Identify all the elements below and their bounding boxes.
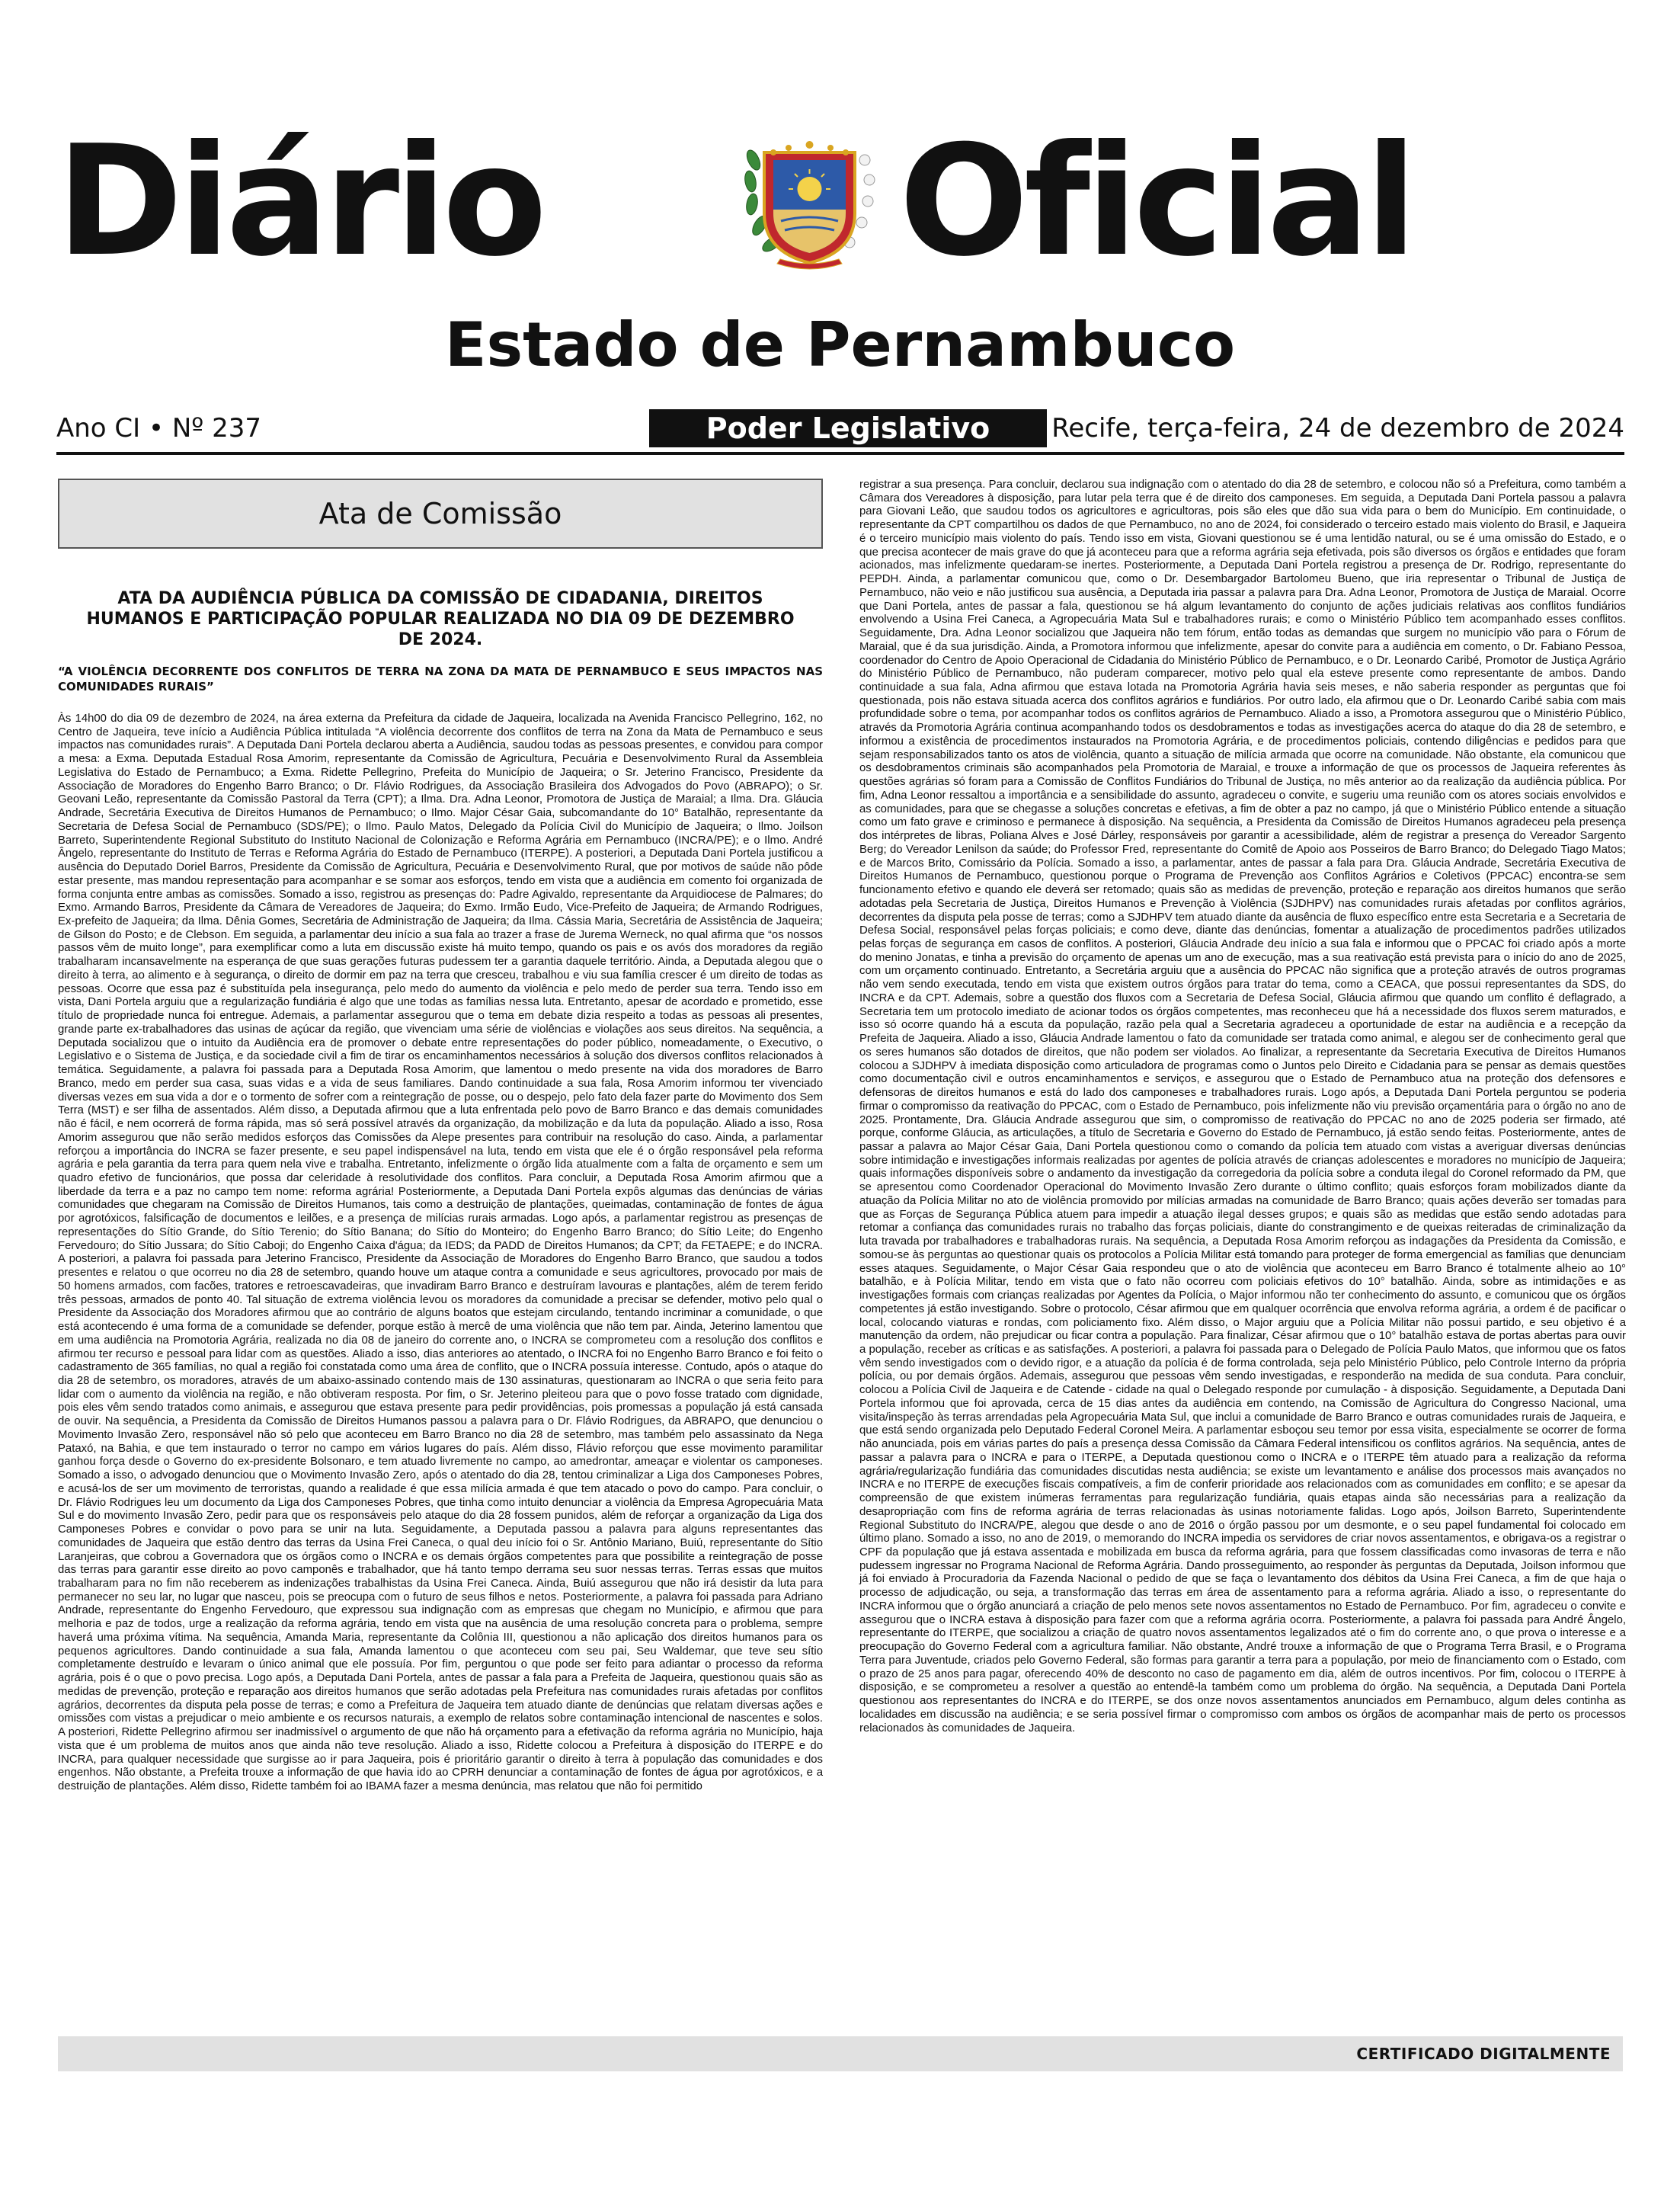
column-left (58, 479, 823, 2003)
document-title: ATA DA AUDIÊNCIA PÚBLICA DA COMISSÃO DE CIDADANIA, DIREITOS HUMANOS E PARTICIPAÇÃO POPULAR REALIZADA NO DIA 09 DE DEZEMBRO DE 2024. (86, 589, 795, 649)
pernambuco-coat-of-arms-icon (743, 130, 876, 274)
issue-number: Ano CI • Nº 237 (56, 413, 262, 444)
section-label: Poder Legislativo (649, 409, 1047, 447)
masthead-title-left: Diário (56, 113, 543, 290)
document-category-banner (58, 479, 823, 549)
document-body-right: registrar a sua presença. Para concluir, declarou sua indignação com o atentado do dia 28 de setembro, e colocou não só a Prefeitura, como também a Câmara dos Vereadores à disposição, para lutar pela terra que é de direito dos camponeses. Em seguida, a Deputada Dani Portela passou a palavra para Giovani Leão, que saudou todos os agricultores e agricultoras, pois são eles que dão sua vida para o bem do Município. Em continuidade, o representante da CPT compartilhou os dados de que Pernambuco, no ano de 2024, foi considerado o terceiro estado mais violento do Brasil, e Jaqueira é o terceiro município mais violento do país. Tendo isso em vista, Giovani questionou se é uma lentidão natural, ou se é uma omissão do Estado, e o que precisa acontecer de mais grave do que já aconteceu para que a reforma agrária seja efetivada, pois são diversos os órgãos e entidades que foram acionados, mas infelizmente quedaram-se inertes. Posteriormente, a Deputada Dani Portela registrou a presença de Dr. Rodrigo, representante do PEPDH. Ainda, a parlamentar comunicou que, como o Dr. Desembargador Bartolomeu Bueno, que iria representar o Tribunal de Justiça de Pernambuco, não veio e não justificou sua ausência, a Deputada iria passar a palavra para Dra. Adna Leonor, Promotora de Justiça de Maraial. Ocorre que Dani Portela, antes de passar a fala, questionou se há algum levantamento do conjunto de ações judiciais relativas aos conflitos fundiários envolvendo a Usina Frei Caneca, a Agropecuária Mata Sul e trabalhadores rurais; e como o Ministério Público tem acompanhado esses conflitos. Seguidamente, Dra. Adna Leonor socializou que Jaqueira não tem fórum, então todas as demandas que surgem no município vão para o Fórum de Maraial, que é da sua jurisdição. Ainda, a Promotora informou que infelizmente, apesar do convite para a audiência em comento, o Dr. Fabiano Pessoa, coordenador do Centro de Apoio Operacional de Cidadania do Ministério Público de Pernambuco, e o Dr. Leonardo Caribé, Promotor de Justiça Agrário do Ministério Público de Pernambuco, não puderam comparecer, motivo pelo qual ela esteve presente como representante de ambos. Dando continuidade a sua fala, Adna afirmou que estava lotada na Promotoria Agrária havia seis meses, e não saberia responder as perguntas que foi questionada, pois não estava situada acerca dos conflitos agrários e fundiários. Por outro lado, ela afirmou que o Dr. Leonardo Caribé sabia com mais profundidade sobre o tema, por acompanhar todos os conflitos agrários de Pernambuco. Aliado a isso, a Promotora assegurou que o Ministério Público, através da Promotoria Agrária continua acompanhando todos os desdobramentos e todas as investigações acerca do ataque do dia 28 de setembro, e informou a existência de procedimentos instaurados na Promotoria Agrária, e de procedimentos policiais, contendo diligências e pedidos para que sejam responsabilizados tanto os atos de violência, quanto a situação de milícia armada que ocorre na comunidade. Não obstante, ela comunicou que os desdobramentos criminais são acompanhados pela Promotoria de Maraial, e trouxe a informação de que os processos de Jaqueira referentes às questões agrárias só foram para a Comissão de Conflitos Fundiários do Tribunal de Justiça, no mês anterior ao da realização da audiência pública. Por fim, Adna Leonor ressaltou a importância e a sensibilidade do assunto, agradeceu o convite, e sugeriu uma reunião com os atores sociais envolvidos e as comunidades, para que se chegasse a soluções concretas e efetivas, a fim de obter a paz no campo, já que o Ministério Público entende a situação como um fato grave e criminoso e permanece à disposição. Na sequência, a Presidenta da Comissão de Direitos Humanos agradeceu pela presença dos intérpretes de libras, Poliana Alves e José Dárley, responsáveis por garantir a acessibilidade, além de registrar a presença do Vereador Sargento Berg; do Vereador Lenilson da saúde; do Professor Fred, representante do Comitê de Apoio aos Posseiros de Barro Branco; do Delegado Tiago Matos; e de Marcos Brito, Comissário da Polícia. Somado a isso, a parlamentar, antes de passar a fala para Dra. Gláucia Andrade, Secretária Executiva de Direitos Humanos de Pernambuco, questionou porque o Programa de Prevenção aos Conflitos Agrários e Coletivos (PPCAC) encontra-se sem funcionamento efetivo e quando ele deverá ser retomado; quais são as medidas de prevenção, proteção e reparação aos direitos humanos que serão adotadas pela Secretaria de Justiça, Direitos Humanos e Prevenção à Violência (SJDHPV) nas comunidades rurais afetadas por conflitos agrários, decorrentes da disputa pela posse de terras; como a SJDHPV tem atuado diante da ausência de fluxo específico entre esta Secretaria e a Secretaria de Defesa Social, responsável pelas forças policiais; e como deve, diante das denúncias, fomentar a atualização de procedimentos padrões utilizados pelas forças de segurança em casos de conflitos. A posteriori, Gláucia Andrade deu início a sua fala e informou que o PPCAC foi criado após a morte do menino Jonatas, e tinha a previsão do orçamento de apenas um ano de execução, mas a sua reativação está prevista para o início do ano de 2025, com um orçamento continuado. Entretanto, a Secretária arguiu que a ausência do PPCAC não significa que a proteção através de outros programas não vem sendo executada, tendo em vista que existem outros órgãos para tratar do tema, como a CEACA, que possui representantes da SDS, do INCRA e da CPT. Ademais, sobre a questão dos fluxos com a Secretaria de Defesa Social, Gláucia afirmou que quando um conflito é deflagrado, a Secretaria tem um protocolo imediato de acionar todos os órgãos competentes, mas reconheceu que há a necessidade dos fluxos serem maturados, e isso só ocorre quando há a escuta da população, razão pela qual a Secretaria agradeceu a oportunidade de estar na audiência e a recepção da Prefeita de Jaqueira. Aliado a isso, Gláucia Andrade lamentou o fato da comunidade ser tratada como animal, e alegou ser de conhecimento geral que os seres humanos são dotados de direitos, que não podem ser violados. Ao finalizar, a representante da Secretaria Executiva de Direitos Humanos colocou a SJDHPV à imediata disposição como articuladora de programas como o Juntos pelo Direito e Cidadania para se pensar as demais questões como documentação civil e outros encaminhamentos e serviços, e assegurou que o Estado de Pernambuco atua na proteção dos defensores e defensoras de direitos humanos e está do lado dos camponeses e trabalhadores rurais. Logo após, a Deputada Dani Portela perguntou se poderia firmar o compromisso da reativação do PPCAC, com o Estado de Pernambuco, pois infelizmente não viu previsão orçamentária para o órgão no ano de 2025. Prontamente, Dra. Gláucia Andrade assegurou que sim, o compromisso de reativação do PPCAC no ano de 2025 poderia ser firmado, até porque, conforme Gláucia, as articulações, a título de Secretaria e Governo do Estado de Pernambuco, já estão sendo feitas. Posteriormente, antes de passar a palavra ao Major César Gaia, Dani Portela questionou como o comando da polícia tem atuado com vistas a averiguar diversas denúncias sobre intimidação e investigações informais realizadas por agentes de polícia através de crianças adolescentes e moradores no município de Jaqueira; quais informações disponíveis sobre o andamento da investigação da corregedoria da polícia sobre a conduta ilegal do Coronel reformado da PM, que se apresentou como Coordenador Operacional do Movimento Invasão Zero durante o último conflito; quais esforços foram mobilizados diante da atuação da Polícia Militar no ato de violência promovido por milícias armadas na comunidade de Barro Branco; quais ações deverão ser tomadas para que as Forças de Segurança Pública atuem para impedir a atuação ilegal desses grupos; e quais são as medidas que estão sendo adotadas para retomar a confiança das comunidades rurais no trabalho das forças policiais, diante do constrangimento e de queixas reiteradas de criminalização da luta travada por trabalhadores e trabalhadoras rurais. Na sequência, a Deputada Rosa Amorim reforçou as indagações da Presidenta da Comissão, e somou-se às perguntas ao questionar quais os protocolos a Polícia Militar está tomando para proteger de forma emergencial as famílias que denunciam esses ataques. Seguidamente, o Major César Gaia respondeu que o ato de violência que aconteceu em Barro Branco é totalmente alheio ao 10° batalhão, e à Polícia Militar, tendo em vista que o fato não ocorreu com policiais efetivos do 10° batalhão. Ainda, sobre as intimidações e as investigações formais com crianças realizadas por Agentes da Polícia, o Major informou não ter conhecimento do assunto, e comunicou que os órgãos competentes já estão investigando. Sobre o protocolo, César afirmou que em qualquer ocorrência que envolva reforma agrária, a ordem é de pacificar o local, colocando viaturas e rondas, com policiamento fixo. Além disso, o Major arguiu que a Polícia Militar não possui partido, e seu objetivo é a manutenção da ordem, não prejudicar ou ficar contra a população. Para finalizar, César afirmou que o 10° batalhão estava de portas abertas para ouvir a população, receber as críticas e as satisfações. A posteriori, a palavra foi passada para o Delegado de Polícia Paulo Matos, que informou que os fatos vêm sendo investigados com o devido rigor, e a atuação da polícia é de forma controlada, seja pelo Ministério Público, pelo Controle Interno da própria polícia, ou por demais órgãos. Ademais, assegurou que pessoas vêm sendo investigadas, e responderão na medida de sua conduta. Para concluir, colocou a Polícia Civil de Jaqueira e de Catende - cidade na qual o Delegado responde por cumulação - à disposição. Seguidamente, a Deputada Dani Portela informou que foi aprovada, cerca de 15 dias antes da audiência em contendo, na Comissão de Agricultura do Congresso Nacional, uma visita/inspeção às terras arrendadas pela Agropecuária Mata Sul, que inclui a comunidade de Barro Branco e outras comunidades rurais de Jaqueira, e que está sendo organizada pelo Deputado Federal Coronel Meira. A parlamentar esboçou seu temor por essa visita, especialmente se ocorrer de forma não anunciada, pois em várias partes do país a presença dessa Comissão da Câmara Federal intensificou os conflitos agrários. Na sequência, antes de passar a palavra para o INCRA e para o ITERPE, a Deputada questionou como o INCRA e o ITERPE têm atuado para a realização da reforma agrária/regularização fundiária das comunidades discutidas nesta audiência; se existe um levantamento e análise dos processos mais avançados no INCRA e no ITERPE de execuções fiscais compatíveis, a fim de conferir prioridade aos relacionados com as comunidades em conflito; e se apesar da compreensão de que existem inúmeras ferramentas para regularização fundiária, quais etapas ainda são necessárias para a realização da desapropriação com fins de reforma agrária de terras relacionadas às usinas notoriamente falidas. Logo após, Joilson Barreto, Superintendente Regional Substituto do INCRA/PE, alegou que desde o ano de 2016 o órgão passou por um desmonte, e o seu papel fundamental foi colocado em último plano. Somado a isso, no ano de 2019, o memorando do INCRA impedia os servidores de criar novos assentamentos, e obrigava-os a registrar o CPF da população que já estava assentada e mobilizada em busca da reforma agrária, para que fossem classificadas como invasoras de terra e não pudessem ingressar no Programa Nacional de Reforma Agrária. Dando prosseguimento, ao responder às perguntas da Deputada, Joilson informou que já foi enviado à Procuradoria da Fazenda Nacional o pedido de que se faça o levantamento dos débitos da Usina Frei Caneca, a fim de que haja o processo de adjudicação, ou seja, a transformação das terras em área de assentamento para a reforma agrária. Aliado a isso, o representante do INCRA informou que o órgão anunciará a criação de pelo menos sete novos assentamentos no Estado de Pernambuco. Por fim, agradeceu o convite e assegurou que o INCRA estava à disposição para fazer com que a reforma agrária ocorra. Posteriormente, a palavra foi passada para André Ângelo, representante do ITERPE, que socializou a criação de quatro novos assentamentos legalizados até o fim do corrente ano, o que prova o interesse e a preocupação do Governo Federal com a agricultura familiar. Não obstante, André trouxe a informação de que o Programa Terra Brasil, e o Programa Terra para Juventude, criados pelo Governo Federal, são formas para garantir a terra para a população, por meio de financiamento com o Estado, com o prazo de 25 anos para pagar, oferecendo 40% de desconto no caso de pagamento em dia, além de outros incentivos. Por fim, colocou o ITERPE à disposição, e se comprometeu a resolver a questão ao entendê-la também como um problema do órgão. Na sequência, a Deputada Dani Portela questionou aos representantes do INCRA e do ITERPE, se dos onze novos assentamentos anunciados em Pernambuco, algum deles continha as localidades em discussão na audiência; e se seria possível firmar o compromisso com ambos os órgãos de acompanhar mais de perto os processos relacionados às comunidades de Jaqueira. (859, 479, 1626, 1735)
document-subtitle: “A VIOLÊNCIA DECORRENTE DOS CONFLITOS DE TERRA NA ZONA DA MATA DE PERNAMBUCO E SEUS IMPACTOS NAS COMUNIDADES RURAIS” (58, 665, 823, 693)
issue-info-bar (56, 409, 1624, 447)
document-body-left: Às 14h00 do dia 09 de dezembro de 2024, na área externa da Prefeitura da cidade de Jaqueira, localizada na Avenida Francisco Pellegrino, 162, no Centro de Jaqueira, teve início a Audiência Pública intitulada “A violência decorrente dos conflitos de terra na Zona da Mata de Pernambuco e seus impactos nas comunidades rurais”. A Deputada Dani Portela declarou aberta a Audiência, saudou todas as pessoas presentes, e convidou para compor a mesa: a Exma. Deputada Estadual Rosa Amorim, representante da Comissão de Agricultura, Pecuária e Desenvolvimento Rural da Assembleia Legislativa do Estado de Pernambuco; a Exma. Ridette Pellegrino, Prefeita do Município de Jaqueira; o Sr. Jeterino Francisco, Presidente da Associação de Moradores do Engenho Barro Branco; o Dr. Flávio Rodrigues, da Associação Brasileira dos Advogados do Povo (ABRAPO); o Sr. Geovani Leão, representante da Comissão Pastoral da Terra (CPT); a Ilma. Dra. Adna Leonor, Promotora de Justiça de Maraial; a Ilma. Dra. Gláucia Andrade, Secretária Executiva de Direitos Humanos de Pernambuco; o Ilmo. Major César Gaia, subcomandante do 10° Batalhão, representante da Secretaria de Defesa Social de Pernambuco (SDS/PE); o Ilmo. Paulo Matos, Delegado da Polícia Civil do Município de Jaqueira; o Ilmo. Joilson Barreto, Superintendente Regional Substituto do Instituto Nacional de Colonização e Reforma Agrária em Pernambuco (INCRA/PE); e o Ilmo. André Ângelo, representante do Instituto de Terras e Reforma Agrária do Estado de Pernambuco (ITERPE). A posteriori, a Deputada Dani Portela justificou a ausência do Deputado Doriel Barros, Presidente da Comissão de Agricultura, Pecuária e Desenvolvimento Rural, que por motivos de saúde não pôde estar presente, mas mandou representação para acompanhar e se somar aos esforços, tendo em vista que a audiência em comento foi organizada de forma conjunta entre ambas as comissões. Somado a isso, registrou as presenças do: Padre Agivaldo, representante da Arquidiocese de Palmares; do Exmo. Armando Barros, Presidente da Câmara de Vereadores de Jaqueira; do Exmo. Irmão Eudo, Vice-Prefeito de Jaqueira; de Armando Rodrigues, Ex-prefeito de Jaqueira; da Ilma. Dênia Gomes, Secretária de Administração de Jaqueira; da Ilma. Cássia Maria, Secretária de Assistência de Jaqueira; de Gilson do Posto; e de Clebson. Em seguida, a parlamentar deu início a sua fala ao trazer a frase de Jurema Werneck, no qual afirma que “os nossos passos vêm de muito longe”, para exemplificar como a luta em discussão existe há muito tempo, quando os pais e os avós dos moradores da região trabalharam incansavelmente na esperança de que suas gerações futuras pudessem ter a garantia daquele território. Ainda, a Deputada alegou que o direito à terra, ao alimento e à segurança, o direito de dormir em paz na terra que cresceu, trabalhou e viu sua família crescer é um direito de todas as pessoas. Ocorre que essa paz é substituída pela insegurança, pelo medo do aumento da violência e pelo medo de perder sua terra. Tendo isso em vista, Dani Portela arguiu que a regularização fundiária é algo que une todas as famílias nessa luta. Entretanto, apesar de acordado e prometido, esse título de propriedade nunca foi entregue. Ademais, a parlamentar assegurou que o tema em debate dizia respeito a todas as pessoas ali presentes, grande parte ex-trabalhadores das usinas de açúcar da região, que vivenciam uma série de violências e violações aos seus direitos. Na sequência, a Deputada socializou que o intuito da Audiência era de promover o debate entre representações do poder público, nomeadamente, o Executivo, o Legislativo e o Sistema de Justiça, e da sociedade civil a fim de tirar os encaminhamentos necessários à solução dos diversos conflitos relacionados à temática. Seguidamente, a palavra foi passada para a Deputada Rosa Amorim, que lamentou o medo presente na vida dos moradores de Barro Branco, medo em perder sua casa, suas vidas e a vida de seus familiares. Dando continuidade a sua fala, Rosa Amorim informou ter vivenciado diversas vezes em sua vida a dor e o tormento de sofrer com a reintegração de posse, ou o despejo, pelo fato dela fazer parte do Movimento dos Sem Terra (MST) e ser filha de assentados. Além disso, a Deputada afirmou que a luta enfrentada pelo povo de Barro Branco e das demais comunidades não é fácil, e nem ocorrerá de forma rápida, mas só será possível através da organização, da mobilização e da luta da população. Aliado a isso, Rosa Amorim assegurou que não serão medidos esforços das Comissões da Alepe presentes para contribuir na resolução do caso. Ainda, a parlamentar reforçou a importância do INCRA se fazer presente, e seu papel indispensável na luta, tendo em vista que ele é o órgão responsável pela reforma agrária e pela garantia da terra para quem nela vive e trabalha. Entretanto, infelizmente o órgão lida atualmente com a falta de orçamento e sem um quadro efetivo de funcionários, que possa dar celeridade à resolutividade dos conflitos. Para concluir, a Deputada Rosa Amorim afirmou que a liberdade da terra e a paz no campo tem nome: reforma agrária! Posteriormente, a Deputada Dani Portela expôs algumas das denúncias de várias comunidades que chegaram na Comissão de Direitos Humanos, tais como a destruição de plantações, queimadas, contaminação de fontes de água por agrotóxicos, falsificação de documentos e leilões, e a presença de milícias rurais armadas. Logo após, a parlamentar registrou as presenças de representações do Sítio Grande, do Sítio Terenio; do Sítio Banana; do Sítio do Monteiro; do Engenho Barro Branco; do Sítio Leite; do Engenho Fervedouro; do Sítio Jussara; do Sítio Caboji; do Engenho Caixa d'água; da IEDS; da PADD de Direitos Humanos; da CPT; da FETAEPE; e do INCRA. A posteriori, a palavra foi passada para Jeterino Francisco, Presidente da Associação de Moradores do Engenho Barro Branco, que saudou a todos presentes e relatou o que ocorreu no dia 28 de setembro, quando houve um ataque contra a comunidade e seus agricultores, provocado por mais de 50 homens armados, com facões, tratores e retroescavadeiras, que invadiram Barro Branco e destruíram lavouras e plantações, além de terem ferido três pessoas, armados de ponto 40. Tal situação de extrema violência levou os moradores da comunidade a precisar se defender, motivo pelo qual o Presidente da Associação dos Moradores afirmou que ao contrário de alguns boatos que estejam circulando, tentando incriminar a comunidade, o que está acontecendo é uma forma de a comunidade se defender, porque estão à mercê de uma violência que não tem par. Ainda, Jeterino lamentou que em uma audiência na Promotoria Agrária, realizada no dia 08 de janeiro do corrente ano, o INCRA se comprometeu com a resolução dos conflitos e afirmou ter recurso e pessoal para lidar com as questões. Aliado a isso, dias anteriores ao atentado, o INCRA foi no Engenho Barro Branco e foi feito o cadastramento de 365 famílias, no qual a região foi constatada como uma área de conflito, que o INCRA possuía interesse. Contudo, após o ataque do dia 28 de setembro, os moradores, através de um abaixo-assinado contendo mais de 130 assinaturas, questionaram ao INCRA o que seria feito para lidar com o aumento da violência na região, e não obtiveram resposta. Por fim, o Sr. Jeterino pleiteou para que o povo fosse tratado com dignidade, pois eles vêm sendo tratados como animais, e assegurou que estava presente para pedir providências, pois promessas a população já está cansada de ouvir. Na sequência, a Presidenta da Comissão de Direitos Humanos passou a palavra para o Dr. Flávio Rodrigues, da ABRAPO, que denunciou o Movimento Invasão Zero, responsável não só pelo que aconteceu em Barro Branco no dia 28 de setembro, mas também pelo assassinato da Nega Pataxó, na Bahia, e que tem instaurado o terror no campo em vários lugares do país. Além disso, Flávio reforçou que esse movimento paramilitar ganhou força desde o Governo do ex-presidente Bolsonaro, e tem atuado livremente no campo, ao amedrontar, ameaçar e violentar os camponeses. Somado a isso, o advogado denunciou que o Movimento Invasão Zero, após o atentado do dia 28, tentou criminalizar a Liga dos Camponeses Pobres, e acusá-los de ser um movimento de terroristas, quando a realidade é que essa milícia armada é que tem atacado o povo do campo. Para concluir, o Dr. Flávio Rodrigues leu um documento da Liga dos Camponeses Pobres, que tinha como intuito denunciar a violência da Empresa Agropecuária Mata Sul e do movimento Invasão Zero, pedir para que os responsáveis pelo ataque do dia 28 fossem punidos, além de reforçar a organização da Liga dos Camponeses Pobres e convidar o povo para se unir na luta. Seguidamente, a Deputada passou a palavra para alguns representantes das comunidades de Jaqueira que estão dentro das terras da Usina Frei Caneca, o qual deu início foi o Sr. Antônio Mariano, Buiú, representante do Sítio Laranjeiras, que cobrou a Governadora que os órgãos como o INCRA e os demais órgãos competentes para que possibilite a reintegração de posse das terras para garantir esse direito ao povo camponês e trabalhador, que há tanto tempo derrama seu suor nessas terras. Terras essas que muitos trabalharam para no fim não receberem as indenizações trabalhistas da Usina Frei Caneca. Ainda, Buiú assegurou que não irá desistir da luta para permanecer no seu lar, no lugar que nasceu, pois se preocupa com o futuro de seus filhos e netos. Posteriormente, a palavra foi passada para Adriano Andrade, representante do Engenho Fervedouro, que expressou sua indignação com as empresas que chegam no Município, e afirmou que para melhoria e paz de todos, urge a realização da reforma agrária, tendo em vista que na ausência de uma resolução concreta para o problema, sempre haverá uma próxima vítima. Na sequência, Amanda Maria, representante da Colônia III, questionou a não aplicação dos direitos humanos para os pequenos agricultores. Dando continuidade a sua fala, Amanda lamentou o que aconteceu com seu pai, Seu Waldemar, que teve seu sítio completamente destruído e levaram o único animal que ele possuía. Por fim, perguntou o que pode ser feito para adiantar o processo da reforma agrária, pois é o que o povo precisa. Logo após, a Deputada Dani Portela, antes de passar a fala para a Prefeita de Jaqueira, questionou quais são as medidas de prevenção, proteção e reparação aos direitos humanos que serão adotadas pela Prefeitura nas comunidades rurais afetadas por conflitos agrários, decorrentes da disputa pela posse de terras; e como a Prefeitura de Jaqueira tem atuado diante de denúncias que relatam diversas ações e omissões com vistas a prejudicar o meio ambiente e os recursos naturais, a exemplo de relatos sobre contaminação intencional de nascentes e solos. A posteriori, Ridette Pellegrino afirmou ser inadmissível o argumento de que não há orçamento para a efetivação da reforma agrária no Município, haja vista que é um problema de muitos anos que ainda não teve resolução. Aliado a isso, Ridette colocou a Prefeitura à disposição do ITERPE e do INCRA, para qualquer necessidade que surgisse ao ir para Jaqueira, pois é prioritário garantir o direito à terra à população das comunidades e dos engenhos. Não obstante, a Prefeita trouxe a informação de que havia ido ao CPRH denunciar a contaminação de fontes de água por agrotóxicos, e a destruição de plantações. Além disso, Ridette também foi ao IBAMA fazer a mesma denúncia, mas relatou que não foi permitido (58, 713, 823, 1793)
footer-bar (58, 2036, 1623, 2071)
masthead-title-right: Oficial (899, 113, 1413, 290)
masthead (0, 113, 1680, 380)
masthead-subtitle: Estado de Pernambuco (444, 309, 1236, 380)
document-category: Ata de Comissão (318, 497, 562, 530)
column-right (859, 479, 1626, 2010)
header-divider (56, 452, 1624, 455)
publication-date: Recife, terça-feira, 24 de dezembro de 2024 (1051, 413, 1624, 444)
digital-certificate-label: CERTIFICADO DIGITALMENTE (1356, 2045, 1611, 2063)
